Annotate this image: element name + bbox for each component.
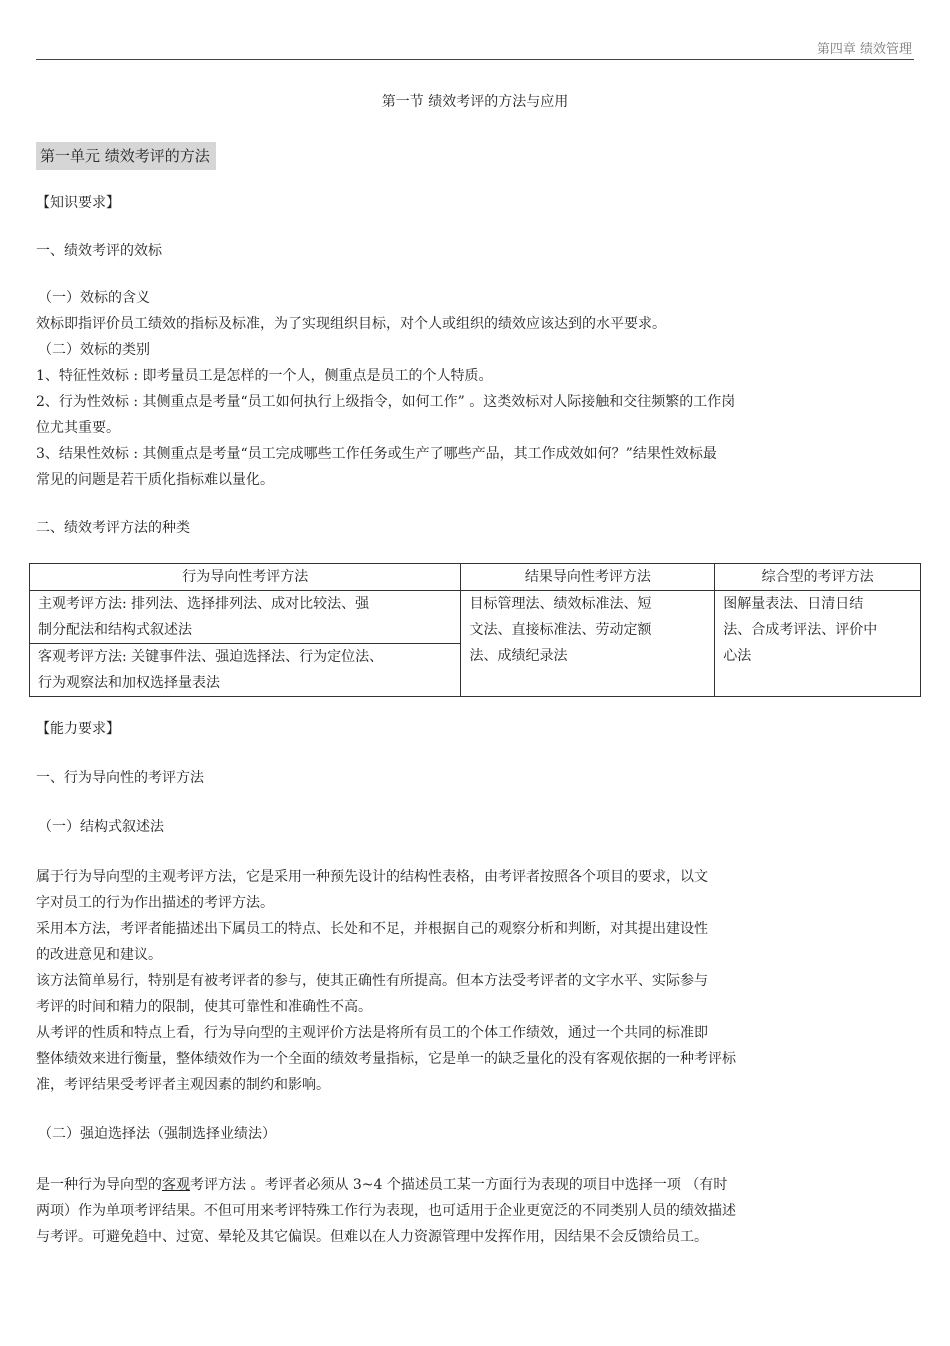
subheading-types: （二）效标的类别 [38,342,150,358]
section-title: 第一节 绩效考评的方法与应用 [381,94,569,110]
unit-title: 第一单元 绩效考评的方法 [36,142,216,170]
knowledge-heading: 【知识要求】 [36,195,120,211]
table-cell-result: 目标管理法、绩效标准法、短 文法、直接标准法、劳动定额 法、成绩纪录法 [461,591,715,697]
underlined-term: 客观 [162,1177,190,1193]
table-cell-behavior-objective: 客观考评方法: 关键事件法、强迫选择法、行为定位法、 行为观察法和加权选择量表法 [30,644,461,697]
table-header-row [30,564,921,591]
table-cell-combined: 图解量表法、日清日结 法、合成考评法、评价中 心法 [715,591,921,697]
running-header: 第四章 绩效管理 [816,42,912,57]
paragraph-2: 采用本方法，考评者能描述出下属员工的特点、长处和不足，并根据自己的观察分析和判断，对其提出建设性 的改进意见和建议。 [36,921,708,963]
ability-heading: 【能力要求】 [36,721,120,737]
paragraph-4: 从考评的性质和特点上看，行为导向型的主观评价方法是将所有员工的个体工作绩效，通过一个共同的标准即 整体绩效来进行衡量，整体绩效作为一个全面的绩效考量指标，它是单一的缺乏量化的没有客观依据的一种考评标 准，考评结果受考评者主观因素的制约和影响。 [36,1025,736,1093]
table-cell-behavior-subjective: 主观考评方法: 排列法、选择排列法、成对比较法、强 制分配法和结构式叙述法 [30,591,461,644]
table-header-cell: 结果导向性考评方法 [461,564,715,591]
table-header-cell: 行为导向性考评方法 [30,564,461,591]
subheading-meaning: （一）效标的含义 [38,290,150,306]
subheading-structured-narrative: （一）结构式叙述法 [38,819,164,835]
criteria-item-2: 2、行为性效标 : 其侧重点是考量“员工如何执行上级指令，如何工作” 。这类效标对人际接触和交往频繁的工作岗 位尤其重要。 [36,394,736,436]
heading-behavior-methods: 一、行为导向性的考评方法 [36,770,204,786]
paragraph-1: 属于行为导向型的主观考评方法，它是采用一种预先设计的结构性表格，由考评者按照各个项目的要求，以文 字对员工的行为作出描述的考评方法。 [36,869,708,911]
criteria-item-1: 1、特征性效标 : 即考量员工是怎样的一个人，侧重点是员工的个人特质。 [36,368,493,384]
criteria-item-3: 3、结果性效标 : 其侧重点是考量“员工完成哪些工作任务或生产了哪些产品，其工作成效如何？”结果性效标最 常见的问题是若干质化指标难以量化。 [36,446,717,488]
subheading-forced-choice: （二）强迫选择法（强制选择业绩法） [38,1126,276,1142]
heading-method-types: 二、绩效考评方法的种类 [36,520,190,536]
criteria-definition: 效标即指评价员工绩效的指标及标准，为了实现组织目标，对个人或组织的绩效应该达到的水平要求。 [36,316,666,332]
paragraph-5-text: 考评方法 。考评者必须从 3~4 个描述员工某一方面行为表现的项目中选择一项 （有时 [190,1177,728,1193]
paragraph-5-rest: 两项）作为单项考评结果。不但可用来考评特殊工作行为表现，也可适用于企业更宽泛的不同类别人员的绩效描述 与考评。可避免趋中、过宽、晕轮及其它偏误。但难以在人力资源管理中发挥作用，因结果不会反馈给员工。 [36,1203,736,1245]
heading-criteria: 一、绩效考评的效标 [36,243,162,259]
paragraph-3: 该方法简单易行，特别是有被考评者的参与，使其正确性有所提高。但本方法受考评者的文字水平、实际参与 考评的时间和精力的限制，使其可靠性和准确性不高。 [36,973,708,1015]
table-row [30,591,921,644]
paragraph-5-line-1 [36,1172,727,1198]
header-rule [36,59,914,60]
table-header-cell: 综合型的考评方法 [715,564,921,591]
paragraph-5-text: 是一种行为导向型的 [36,1177,162,1193]
methods-table [29,563,921,697]
